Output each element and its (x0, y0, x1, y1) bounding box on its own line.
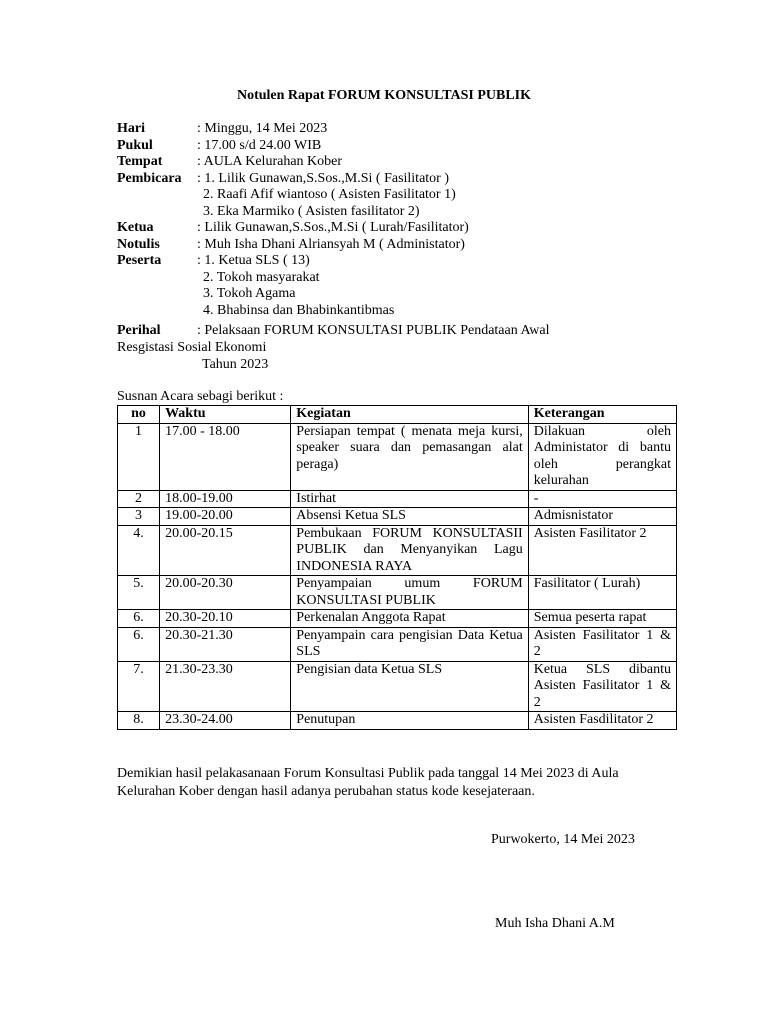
header-no: no (118, 406, 160, 424)
header-kegiatan: Kegiatan (291, 406, 528, 424)
cell-waktu: 20.00-20.15 (160, 525, 291, 576)
pukul-label: Pukul (117, 137, 153, 153)
info-row-peserta (117, 253, 677, 270)
info-row-tempat (117, 154, 677, 171)
cell-keterangan: Dilakuan oleh Administator di bantu oleh perangkat kelurahan (528, 423, 676, 490)
cell-waktu: 17.00 - 18.00 (160, 423, 291, 490)
header-keterangan: Keterangan (528, 406, 676, 424)
meeting-info (117, 121, 677, 319)
cell-waktu: 21.30-23.30 (160, 661, 291, 712)
header-waktu: Waktu (160, 406, 291, 424)
info-row-perihal (117, 323, 677, 340)
cell-no: 6. (118, 610, 160, 628)
table-row (118, 490, 677, 508)
cell-waktu: 20.30-21.30 (160, 627, 291, 661)
cell-kegiatan: Penyampain cara pengisian Data Ketua SLS (291, 627, 528, 661)
notulis-value: : Muh Isha Dhani Alriansyah M ( Administator) (197, 236, 465, 252)
peserta-3: 3. Tokoh Agama (203, 286, 296, 301)
cell-no: 8. (118, 712, 160, 730)
table-row (118, 627, 677, 661)
cell-kegiatan: Pengisian data Ketua SLS (291, 661, 528, 712)
document-title: Notulen Rapat FORUM KONSULTASI PUBLIK (236, 88, 532, 103)
table-row (118, 712, 677, 730)
cell-no: 3 (118, 508, 160, 526)
hari-label: Hari (117, 121, 145, 136)
perihal-label: Perihal (117, 323, 161, 338)
cell-waktu: 18.00-19.00 (160, 490, 291, 508)
info-row-hari (117, 121, 677, 138)
cell-waktu: 20.30-20.10 (160, 610, 291, 628)
pembicara-1: : 1. Lilik Gunawan,S.Sos.,M.Si ( Fasilitator ) (197, 170, 449, 186)
cell-kegiatan: Persiapan tempat ( menata meja kursi, speaker suara dan pemasangan alat peraga) (291, 423, 528, 490)
cell-keterangan: Admisnistator (528, 508, 676, 526)
perihal-year: Tahun 2023 (202, 357, 269, 372)
pukul-value: : 17.00 s/d 24.00 WIB (197, 137, 322, 153)
table-row (118, 525, 677, 576)
cell-no: 4. (118, 525, 160, 576)
cell-keterangan: - (528, 490, 676, 508)
table-row (118, 423, 677, 490)
hari-value: : Minggu, 14 Mei 2023 (197, 121, 328, 136)
pembicara-3: 3. Eka Marmiko ( Asisten fasilitator 2) (203, 203, 420, 219)
agenda-header-row (118, 406, 677, 424)
closing-paragraph: Demikian hasil pelakasanaan Forum Konsultasi Publik pada tanggal 14 Mei 2023 di Aula Kelurahan Kober dengan hasil adanya perubahan status kode kesejateraan. (117, 766, 619, 799)
peserta-4: 4. Bhabinsa dan Bhabinkantibmas (203, 302, 395, 318)
cell-kegiatan: Penyampaian umum FORUM KONSULTASI PUBLIK (291, 576, 528, 610)
place-date: Purwokerto, 14 Mei 2023 (491, 832, 635, 847)
agenda-intro: Susnan Acara sebagi berikut : (117, 389, 284, 404)
cell-no: 2 (118, 490, 160, 508)
cell-keterangan: Asisten Fasilitator 2 (528, 525, 676, 576)
cell-kegiatan: Pembukaan FORUM KONSULTASII PUBLIK dan Menyanyikan Lagu INDONESIA RAYA (291, 525, 528, 576)
cell-keterangan: Asisten Fasdilitator 2 (528, 712, 676, 730)
info-row-ketua (117, 220, 677, 237)
notulis-label: Notulis (117, 236, 160, 252)
table-row (118, 576, 677, 610)
table-row (118, 508, 677, 526)
pembicara-2: 2. Raafi Afif wiantoso ( Asisten Fasilitator 1) (203, 187, 456, 202)
tempat-label: Tempat (117, 154, 163, 169)
peserta-label: Peserta (117, 253, 162, 268)
cell-keterangan: Fasilitator ( Lurah) (528, 576, 676, 610)
cell-no: 6. (118, 627, 160, 661)
info-row-pembicara (117, 171, 677, 188)
cell-waktu: 23.30-24.00 (160, 712, 291, 730)
cell-keterangan: Ketua SLS dibantu Asisten Fasilitator 1 & 2 (528, 661, 676, 712)
info-row-pukul (117, 138, 677, 155)
cell-kegiatan: Absensi Ketua SLS (291, 508, 528, 526)
cell-kegiatan: Perkenalan Anggota Rapat (291, 610, 528, 628)
cell-no: 7. (118, 661, 160, 712)
perihal-value: : Pelaksaan FORUM KONSULTASI PUBLIK Pendataan Awal (197, 323, 550, 338)
tempat-value: : AULA Kelurahan Kober (197, 154, 343, 169)
info-row-notulis (117, 237, 677, 254)
ketua-label: Ketua (117, 220, 154, 235)
agenda-table (117, 405, 677, 730)
cell-no: 1 (118, 423, 160, 490)
signature-name: Muh Isha Dhani A.M (495, 916, 615, 931)
cell-kegiatan: Penutupan (291, 712, 528, 730)
perihal-continuation: Resgistasi Sosial Ekonomi (117, 340, 267, 355)
cell-kegiatan: Istirhat (291, 490, 528, 508)
cell-keterangan: Semua peserta rapat (528, 610, 676, 628)
table-row (118, 661, 677, 712)
cell-keterangan: Asisten Fasilitator 1 & 2 (528, 627, 676, 661)
peserta-2: 2. Tokoh masyarakat (203, 269, 320, 285)
cell-waktu: 20.00-20.30 (160, 576, 291, 610)
table-row (118, 610, 677, 628)
peserta-1: : 1. Ketua SLS ( 13) (197, 253, 310, 268)
cell-no: 5. (118, 576, 160, 610)
pembicara-label: Pembicara (117, 170, 182, 186)
cell-waktu: 19.00-20.00 (160, 508, 291, 526)
ketua-value: : Lilik Gunawan,S.Sos.,M.Si ( Lurah/Fasilitator) (197, 220, 469, 235)
